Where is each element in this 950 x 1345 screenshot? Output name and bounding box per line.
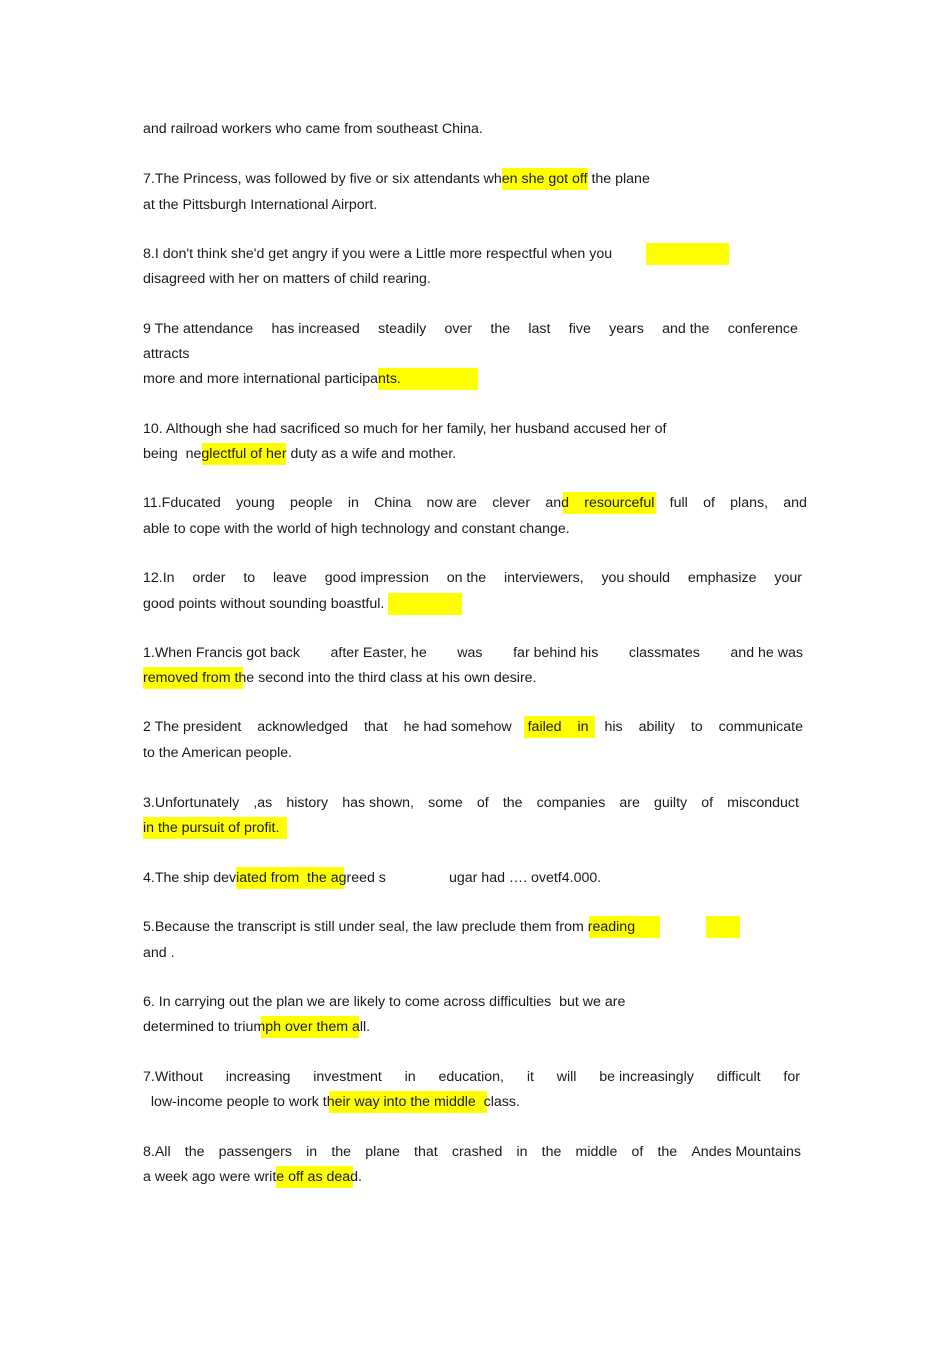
word: 8.All bbox=[143, 1144, 171, 1160]
word: the bbox=[184, 1144, 205, 1160]
word: difficult bbox=[716, 1069, 761, 1085]
word: has shown, bbox=[342, 795, 415, 811]
text-line: in the pursuit of profit. bbox=[143, 820, 280, 836]
word: Andes Mountains bbox=[691, 1144, 801, 1160]
text-line: 4.The ship deviated from the agreed s ugar had …. ovetf4.000. bbox=[143, 870, 602, 886]
text-line: attracts bbox=[143, 346, 190, 362]
word: 11.Fducated bbox=[143, 495, 221, 511]
word: now are bbox=[426, 495, 477, 511]
word: that bbox=[414, 1144, 438, 1160]
word: communicate bbox=[718, 719, 803, 735]
highlight-boastful bbox=[388, 593, 462, 615]
word: in bbox=[516, 1144, 528, 1160]
text-line: a week ago were write off as dead. bbox=[143, 1169, 362, 1185]
word: in bbox=[577, 719, 589, 735]
word: the bbox=[541, 1144, 562, 1160]
text-line: determined to triumph over them all. bbox=[143, 1019, 371, 1035]
word: has increased bbox=[271, 321, 360, 337]
word: conference bbox=[727, 321, 798, 337]
word: for bbox=[783, 1069, 800, 1085]
word: young bbox=[236, 495, 275, 511]
word: failed bbox=[527, 719, 562, 735]
word: that bbox=[363, 719, 388, 735]
word: of bbox=[631, 1144, 644, 1160]
text-line: good points without sounding boastful. bbox=[143, 596, 385, 612]
word: be increasingly bbox=[599, 1069, 694, 1085]
word: acknowledged bbox=[257, 719, 349, 735]
word: are bbox=[619, 795, 640, 811]
justified-line bbox=[143, 494, 807, 512]
word: people bbox=[289, 495, 333, 511]
word: interviewers, bbox=[503, 570, 584, 586]
word: in bbox=[306, 1144, 318, 1160]
justified-line bbox=[143, 718, 803, 736]
text-line: 6. In carrying out the plan we are likely to come across difficulties but we are bbox=[143, 994, 626, 1010]
word: steadily bbox=[378, 321, 427, 337]
word: after Easter, he bbox=[330, 645, 427, 661]
word: ,as bbox=[253, 795, 273, 811]
justified-line bbox=[143, 569, 802, 587]
word: last bbox=[528, 321, 551, 337]
word: passengers bbox=[218, 1144, 292, 1160]
word: he had somehow bbox=[403, 719, 512, 735]
word: plans, bbox=[730, 495, 769, 511]
word: companies bbox=[536, 795, 606, 811]
word: plane bbox=[365, 1144, 400, 1160]
word: of bbox=[701, 795, 714, 811]
word: to bbox=[690, 719, 703, 735]
word: of bbox=[476, 795, 489, 811]
word: in bbox=[404, 1069, 416, 1085]
justified-line bbox=[143, 1068, 800, 1086]
text-line: 7.The Princess, was followed by five or six attendants when she got off the plane bbox=[143, 171, 650, 187]
word: far behind his bbox=[513, 645, 599, 661]
text-line: 5.Because the transcript is still under seal, the law preclude them from reading bbox=[143, 919, 636, 935]
text-line: removed from the second into the third class at his own desire. bbox=[143, 670, 537, 686]
highlight-blank-q8 bbox=[646, 243, 729, 265]
word: over bbox=[444, 321, 473, 337]
word: leave bbox=[273, 570, 307, 586]
word: order bbox=[192, 570, 226, 586]
word: increasing bbox=[225, 1069, 291, 1085]
text-line: 8.I don't think she'd get angry if you were a Little more respectful when you bbox=[143, 246, 613, 262]
text-line: at the Pittsburgh International Airport. bbox=[143, 197, 378, 213]
justified-line bbox=[143, 644, 803, 662]
word: five bbox=[568, 321, 591, 337]
word: was bbox=[457, 645, 483, 661]
word: education, bbox=[438, 1069, 504, 1085]
word: and bbox=[783, 495, 807, 511]
word: will bbox=[556, 1069, 577, 1085]
text-line: and railroad workers who came from southeast China. bbox=[143, 121, 483, 137]
word: you should bbox=[601, 570, 671, 586]
word: the bbox=[331, 1144, 352, 1160]
word: the bbox=[490, 321, 511, 337]
text-line: able to cope with the world of high technology and constant change. bbox=[143, 521, 570, 537]
word: investment bbox=[313, 1069, 382, 1085]
word: good impression bbox=[324, 570, 429, 586]
text-line: and . bbox=[143, 945, 175, 961]
word: 9 The attendance bbox=[143, 321, 254, 337]
word: his bbox=[604, 719, 623, 735]
word: classmates bbox=[628, 645, 700, 661]
word: on the bbox=[446, 570, 487, 586]
word: it bbox=[526, 1069, 534, 1085]
word: to bbox=[243, 570, 256, 586]
text-line: disagreed with her on matters of child rearing. bbox=[143, 271, 431, 287]
text-line: to the American people. bbox=[143, 745, 293, 761]
word: history bbox=[286, 795, 329, 811]
word: 2 The president bbox=[143, 719, 242, 735]
word: the bbox=[657, 1144, 678, 1160]
word: emphasize bbox=[687, 570, 757, 586]
highlight-blank-q5 bbox=[706, 916, 740, 938]
word: clever bbox=[492, 495, 531, 511]
word: crashed bbox=[451, 1144, 503, 1160]
word: and the bbox=[662, 321, 710, 337]
word: middle bbox=[575, 1144, 618, 1160]
text-line: 10. Although she had sacrificed so much for her family, her husband accused her of bbox=[143, 421, 667, 437]
word: some bbox=[428, 795, 463, 811]
word: ability bbox=[638, 719, 675, 735]
word: years bbox=[609, 321, 644, 337]
word: misconduct bbox=[727, 795, 799, 811]
word: guilty bbox=[654, 795, 688, 811]
justified-line bbox=[143, 320, 798, 338]
word: China bbox=[374, 495, 412, 511]
text-line: being neglectful of her duty as a wife and mother. bbox=[143, 446, 457, 462]
text-line: more and more international participants. bbox=[143, 371, 401, 387]
word: of bbox=[703, 495, 715, 511]
word: and he was bbox=[730, 645, 803, 661]
justified-line bbox=[143, 794, 799, 812]
word: full bbox=[669, 495, 688, 511]
word: in bbox=[347, 495, 359, 511]
word: your bbox=[774, 570, 802, 586]
word: 3.Unfortunately bbox=[143, 795, 240, 811]
word: 7.Without bbox=[143, 1069, 203, 1085]
word: 1.When Francis got back bbox=[143, 645, 300, 661]
word: 12.In bbox=[143, 570, 175, 586]
word: and bbox=[545, 495, 569, 511]
word: the bbox=[502, 795, 523, 811]
word: resourceful bbox=[584, 495, 655, 511]
text-line: low-income people to work their way into the middle class. bbox=[143, 1094, 520, 1110]
justified-line bbox=[143, 1143, 801, 1161]
